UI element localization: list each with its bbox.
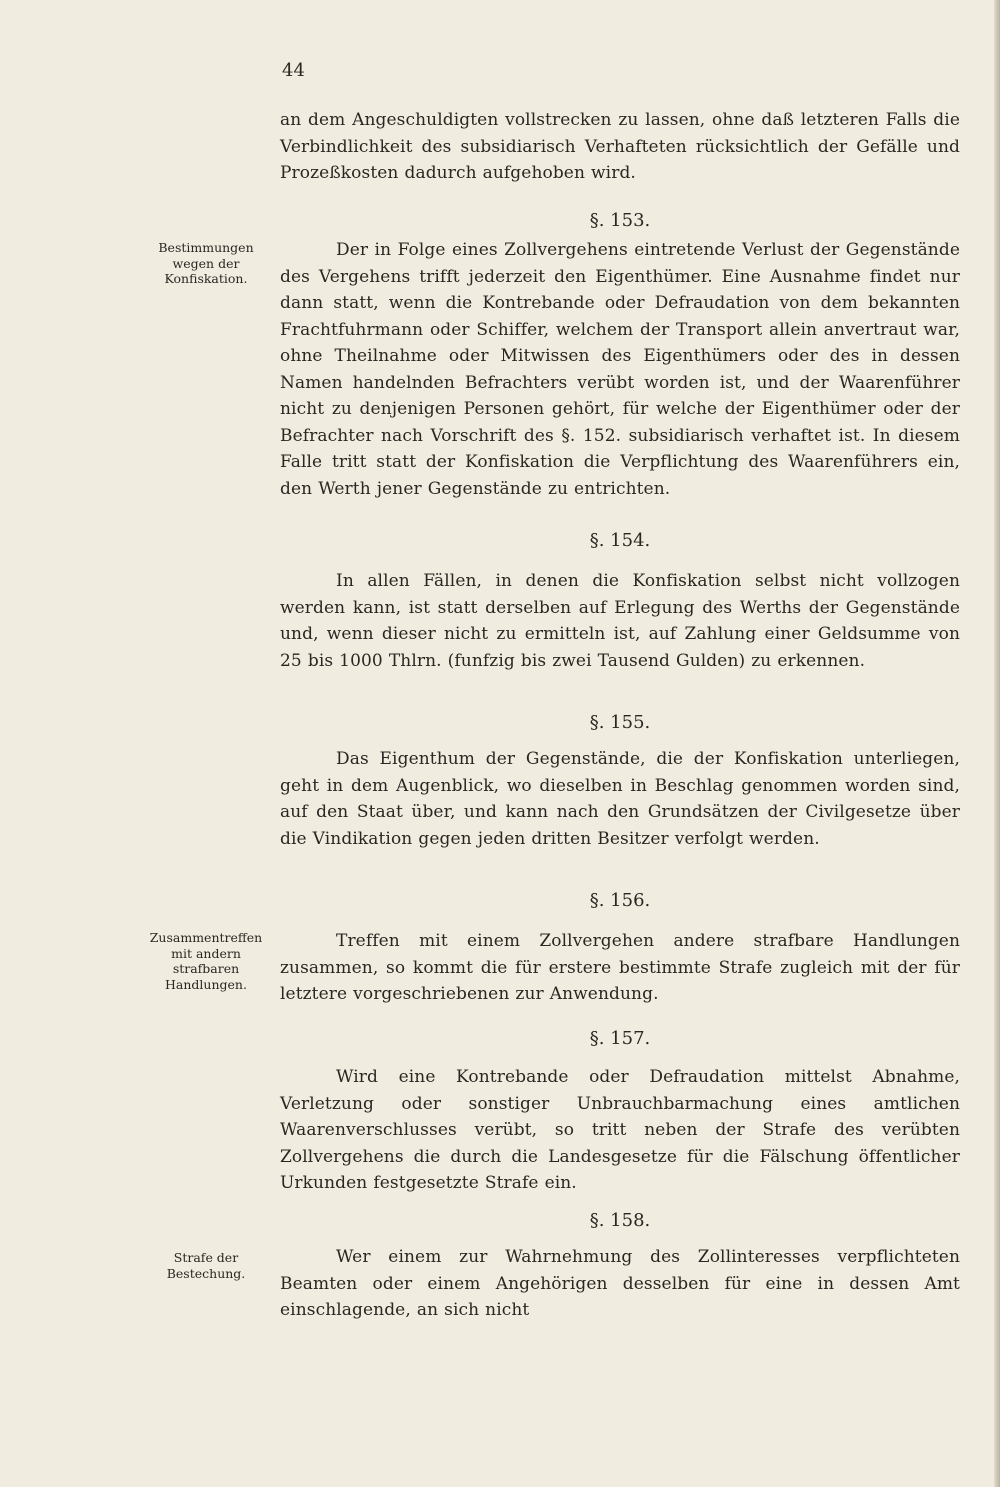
section-157-text: Wird eine Kontrebande oder Defraudation mittelst Abnahme, Verletzung oder sonstiger Unbrauchbarmachung eines amtlichen Waarenverschlusses verübt, so tritt neben der Strafe des verübten Zollvergehens die durch die Landesgesetze für die Fälschung öffentlicher Urkunden festgesetzte Strafe ein. — [280, 1067, 960, 1193]
section-155-text: Das Eigenthum der Gegenstände, die der Konfiskation unterliegen, geht in dem Augenblick, wo dieselben in Beschlag genommen worden sind, auf den Staat über, und kann nach den Grundsätzen der Civilgesetze über die Vindikation gegen jeden dritten Besitzer verfolgt werden. — [280, 749, 960, 849]
section-154-heading: §. 154. — [589, 530, 651, 551]
margin-note-bestechung: Strafe der Bestechung. — [166, 1250, 246, 1281]
section-157-body — [280, 1064, 960, 1197]
section-158-text: Wer einem zur Wahrnehmung des Zollinteresses verpflichteten Beamten oder einem Angehörigen desselben für eine in dessen Amt einschlagende, an sich nicht — [280, 1247, 960, 1320]
margin-note-zusammentreffen: Zusammentreffen mit andern strafbaren Handlungen. — [149, 930, 263, 992]
section-153-text: Der in Folge eines Zollvergehens eintretende Verlust der Gegenstände des Vergehens trifft jederzeit den Eigenthümer. Eine Ausnahme findet nur dann statt, wenn die Kontrebande oder Defraudation von dem bekannten Frachtfuhrmann oder Schiffer, welchem der Transport allein anvertraut war, ohne Theilnahme oder Mitwissen des Eigenthümers oder des in dessen Namen handelnden Befrachters verübt worden ist, und der Waarenführer nicht zu denjenigen Personen gehört, für welche der Eigenthümer oder der Befrachter nach Vorschrift des §. 152. subsidiarisch verhaftet ist. In diesem Falle tritt statt der Konfiskation die Verpflichtung des Waarenführers ein, den Werth jener Gegenstände zu entrichten. — [280, 240, 960, 499]
section-158-heading: §. 158. — [589, 1210, 651, 1231]
section-153-heading: §. 153. — [589, 210, 651, 231]
page-edge-shadow — [994, 0, 1000, 1487]
section-156-heading: §. 156. — [589, 890, 651, 911]
section-158-body — [280, 1244, 960, 1324]
section-156-body — [280, 928, 960, 1008]
page-number: 44 — [282, 60, 305, 81]
margin-note-konfiskation: Bestimmungen wegen der Konfiskation. — [158, 240, 254, 286]
intro-paragraph: an dem Angeschuldigten vollstrecken zu lassen, ohne daß letzteren Falls die Verbindlichkeit des subsidiarisch Verhafteten rücksichtlich der Gefälle und Prozeßkosten dadurch aufgehoben wird. — [280, 110, 960, 183]
section-157-heading: §. 157. — [589, 1028, 651, 1049]
section-156-text: Treffen mit einem Zollvergehen andere strafbare Handlungen zusammen, so kommt die für erstere bestimmte Strafe zugleich mit der für letztere vorgeschriebenen zur Anwendung. — [280, 931, 960, 1004]
section-155-heading: §. 155. — [589, 712, 651, 733]
section-154-body — [280, 568, 960, 674]
section-154-text: In allen Fällen, in denen die Konfiskation selbst nicht vollzogen werden kann, ist statt derselben auf Erlegung des Werths der Gegenstände und, wenn dieser nicht zu ermitteln ist, auf Zahlung einer Geldsumme von 25 bis 1000 Thlrn. (funfzig bis zwei Tausend Gulden) zu erkennen. — [280, 571, 960, 671]
section-155-body — [280, 746, 960, 852]
section-153-body — [280, 237, 960, 502]
intro-block — [280, 107, 960, 187]
